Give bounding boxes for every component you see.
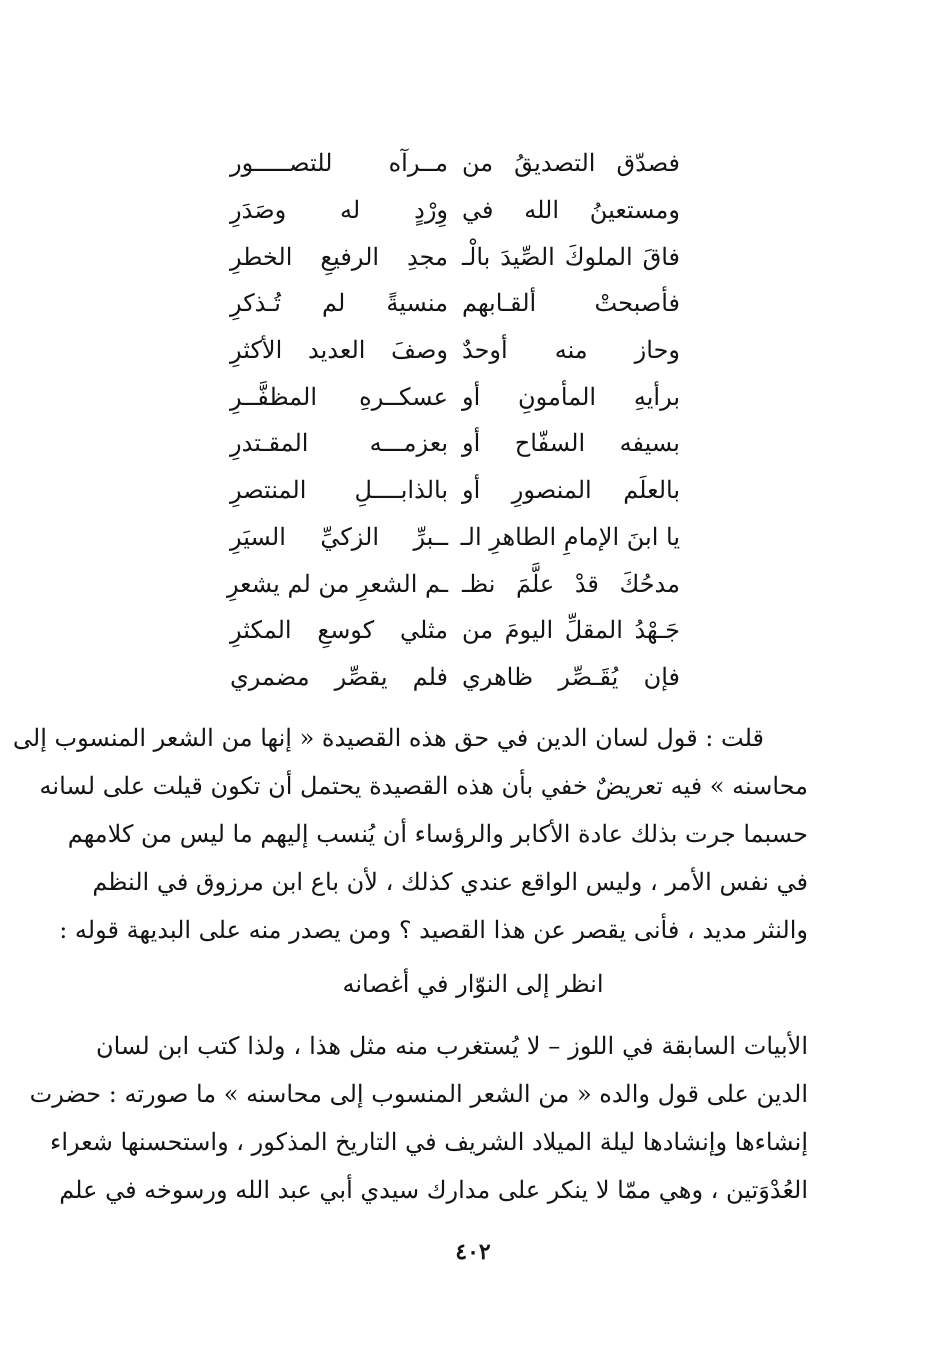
poem-verse [230,233,680,280]
verse-second-hemistich: مــرآه للتصـــــور [230,149,448,178]
poem-verse [226,560,680,607]
verse-second-hemistich: ـم الشعرِ من لم يشعرِ [226,569,448,598]
verse-first-hemistich: جَـهْدُ المقلِّ اليومَ من [462,616,680,645]
verse-second-hemistich: ــبرِّ الزكيِّ السيَرِ [230,522,448,551]
verse-second-hemistich: بالذابــــلِ المنتصرِ [230,476,448,505]
paragraph-line: والنثر مديد ، فأنى يقصر عن هذا القصيد ؟ ومن يصدر منه على البديهة قوله : [59,916,808,944]
verse-first-hemistich: وحاز منه أوحدٌ [462,336,680,365]
paragraph-line: الأبيات السابقة في اللوز – لا يُستغرب منه مثل هذا ، ولذا كتب ابن لسان [96,1032,808,1060]
verse-first-hemistich: بالعلَم المنصورِ أو [462,476,680,505]
verse-first-hemistich: بسيفه السفّاح أو [462,429,680,458]
poem-verse [230,607,680,654]
verse-second-hemistich: وصفَ العديد الأكثرِ [230,336,448,365]
poem [226,140,680,700]
commentary-paragraph [12,714,808,954]
poem-verse [230,514,680,561]
poem-verse [230,187,680,234]
verse-first-hemistich: يا ابنَ الإمامِ الطاهرِ الـ [460,522,680,551]
paragraph-line: قلت : قول لسان الدين في حق هذه القصيدة « إنها من الشعر المنسوب إلى [12,724,764,752]
quoted-verse: انظر إلى النوّار في أغصانه [342,970,604,998]
verse-first-hemistich: مدحُكَ قدْ علَّمَ نظـ [462,569,680,598]
verse-first-hemistich: فاقَ الملوكَ الصِّيدَ بالْـ [462,242,680,271]
verse-second-hemistich: مجدِ الرفيعِ الخطرِ [230,242,448,271]
paragraph-line: إنشاءها وإنشادها ليلة الميلاد الشريف في التاريخ المذكور ، واستحسنها شعراء [50,1128,808,1156]
poem-verse [230,654,680,701]
verse-first-hemistich: ومستعينُ الله في [462,196,680,225]
verse-second-hemistich: وِرْدٍ له وصَدَرِ [230,196,448,225]
verse-second-hemistich: منسيةً لم تُـذكرِ [230,289,448,318]
verse-second-hemistich: فلم يقصِّر مضمري [230,662,448,691]
paragraph-line: العُدْوَتين ، وهي ممّا لا ينكر على مدارك سيدي أبي عبد الله ورسوخه في علم [59,1176,808,1204]
verse-first-hemistich: فإن يُقَـصِّر ظاهري [462,662,680,691]
poem-verse [230,327,680,374]
paragraph-line: محاسنه » فيه تعريضٌ خفي بأن هذه القصيدة يحتمل أن تكون قيلت على لسانه [39,772,808,800]
continuation-paragraph [29,1022,808,1214]
poem-verse [230,467,680,514]
verse-first-hemistich: برأيهِ المأمونِ أو [462,382,680,411]
poem-verse [230,373,680,420]
poem-verse [230,140,680,187]
paragraph-line: الدين على قول والده « من الشعر المنسوب إلى محاسنه » ما صورته : حضرت [29,1080,808,1108]
verse-first-hemistich: فصدّق التصديقُ من [462,149,680,178]
verse-second-hemistich: مثلي كوسعِ المكثرِ [230,616,448,645]
verse-first-hemistich: فأصبحتْ ألقـابهم [462,289,680,318]
page-number: ٤٠٢ [455,1239,491,1265]
poem-verse [230,280,680,327]
verse-second-hemistich: بعزمـــه المقـتدرِ [230,429,448,458]
paragraph-line: في نفس الأمر ، وليس الواقع عندي كذلك ، لأن باع ابن مرزوق في النظم [92,868,808,896]
paragraph-line: حسبما جرت بذلك عادة الأكابر والرؤساء أن يُنسب إليهم ما ليس من كلامهم [67,820,808,848]
verse-second-hemistich: عسكــرهِ المظفَّــرِ [230,382,448,411]
poem-verse [230,420,680,467]
